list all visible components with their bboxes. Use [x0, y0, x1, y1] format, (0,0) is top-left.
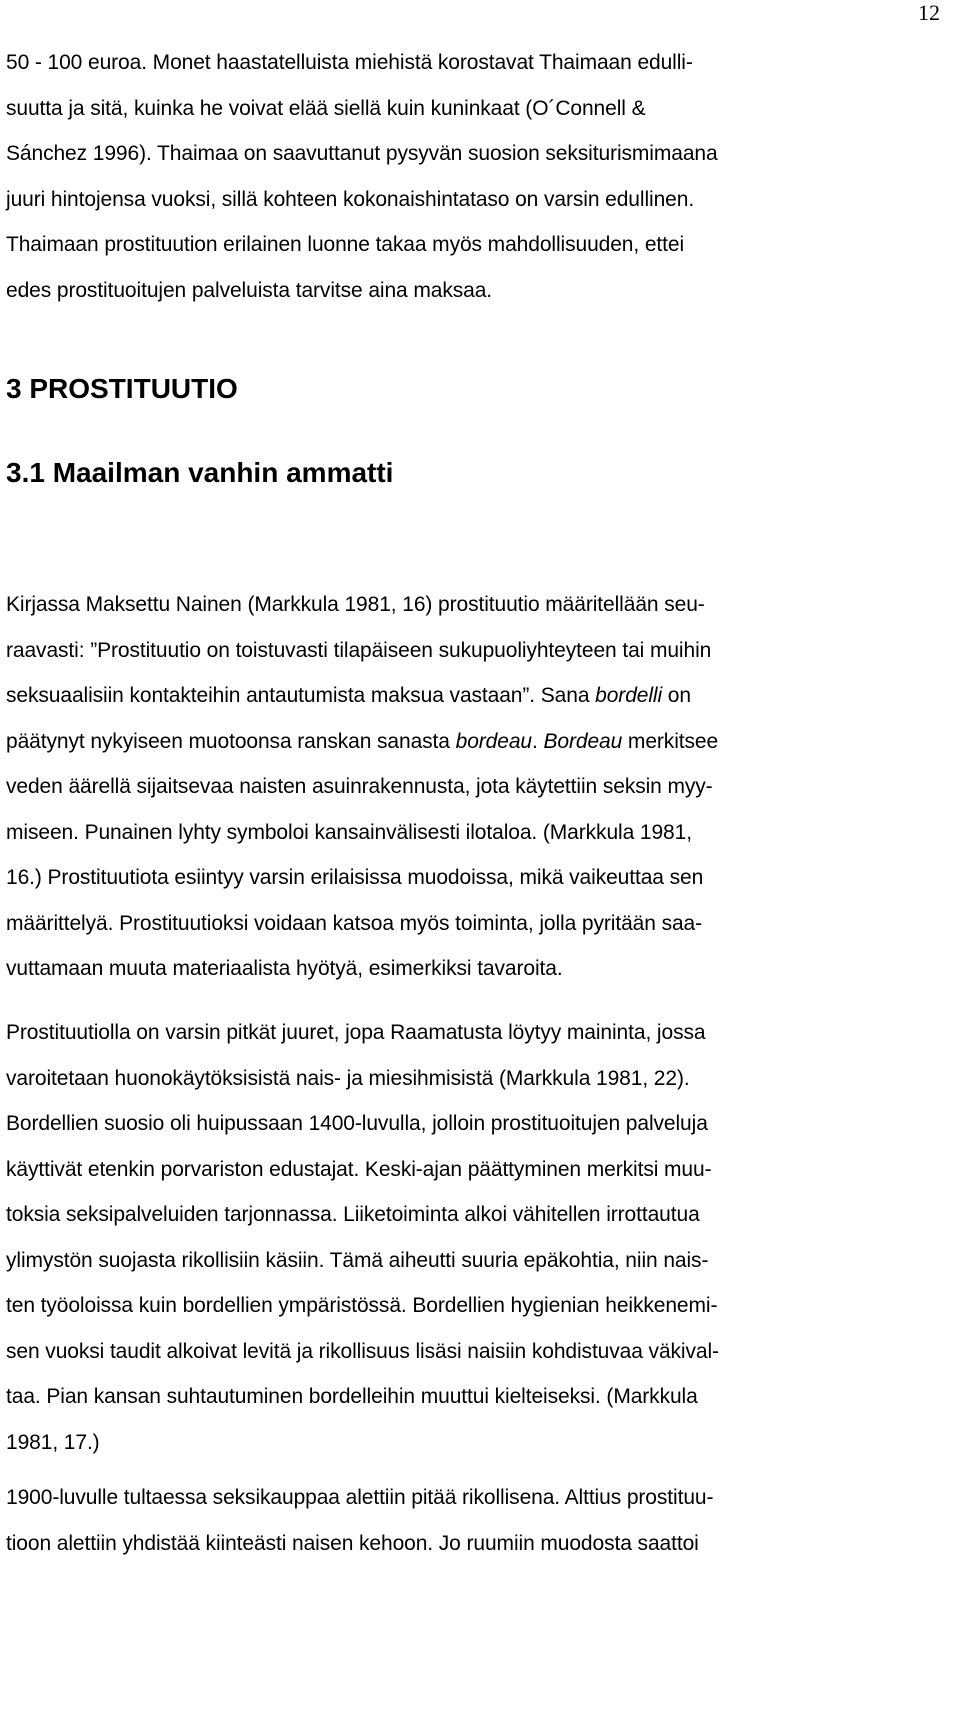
text-line: ylimystön suojasta rikollisiin käsiin. Tämä aiheutti suuria epäkohtia, niin nais- [6, 1248, 709, 1272]
paragraph-1900s [6, 1475, 713, 1566]
text-line: Sánchez 1996). Thaimaa on saavuttanut pysyvän suosion seksiturismimaana [6, 142, 718, 165]
text-line: tioon alettiin yhdistää kiinteästi naisen kehoon. Jo ruumiin muodosta saattoi [6, 1531, 699, 1555]
text-line: määrittelyä. Prostituutioksi voidaan katsoa myös toiminta, jolla pyritään saa- [6, 911, 703, 935]
text-line: ten työoloissa kuin bordellien ympäristössä. Bordellien hygienian heikkenemi- [6, 1294, 718, 1317]
text-run: merkitsee [622, 729, 719, 753]
text-line: suutta ja sitä, kuinka he voivat elää siellä kuin kuninkaat (O´Connell & [6, 96, 646, 120]
italic-term: bordeau [455, 729, 532, 753]
text-run: on [662, 684, 691, 707]
text-line [6, 673, 718, 719]
text-line: veden äärellä sijaitsevaa naisten asuinrakennusta, jota käytettiin seksin myy- [6, 775, 713, 798]
paragraph-history [6, 1010, 719, 1465]
text-line: toksia seksipalveluiden tarjonnassa. Liiketoiminta alkoi vähitellen irrottautua [6, 1203, 700, 1226]
text-line: Kirjassa Maksettu Nainen (Markkula 1981, 16) prostituutio määritellään seu- [6, 593, 705, 616]
italic-term: Bordeau [543, 729, 623, 753]
page-number: 12 [918, 0, 940, 25]
paragraph-intro [6, 40, 718, 313]
text-line: sen vuoksi taudit alkoivat levitä ja rikollisuus lisäsi naisiin kohdistuvaa väkival- [6, 1339, 719, 1363]
text-run: . [531, 729, 538, 753]
text-line [6, 719, 718, 765]
text-line: raavasti: ”Prostituutio on toistuvasti tilapäiseen sukupuoliyhteyteen tai muihin [6, 638, 712, 662]
section-heading: 3.1 Maailman vanhin ammatti [6, 457, 394, 488]
text-line: 1981, 17.) [6, 1430, 100, 1454]
chapter-heading: 3 PROSTITUUTIO [6, 373, 238, 404]
text-line: edes prostituoitujen palveluista tarvitse aina maksaa. [6, 278, 493, 302]
text-line: 1900-luvulle tultaessa seksikauppaa alettiin pitää rikollisena. Alttius prostituu- [6, 1486, 714, 1509]
text-run: päätynyt nykyiseen muotoonsa ranskan sanasta [6, 729, 456, 753]
text-line: vuttamaan muuta materiaalista hyötyä, esimerkiksi tavaroita. [6, 957, 563, 980]
text-line: miseen. Punainen lyhty symboloi kansainvälisesti ilotaloa. (Markkula 1981, [6, 820, 692, 844]
text-line: taa. Pian kansan suhtautuminen bordelleihin muuttui kielteiseksi. (Markkula [6, 1385, 698, 1408]
text-line: varoitetaan huonokäytöksisistä nais- ja miesihmisistä (Markkula 1981, 22). [6, 1066, 690, 1090]
text-line: Prostituutiolla on varsin pitkät juuret, jopa Raamatusta löytyy maininta, jossa [6, 1021, 706, 1044]
text-line: Bordellien suosio oli huipussaan 1400-luvulla, jolloin prostituoitujen palveluja [6, 1112, 708, 1135]
text-line: Thaimaan prostituution erilainen luonne takaa myös mahdollisuuden, ettei [6, 233, 685, 256]
italic-term: bordelli [595, 684, 663, 707]
text-line: 50 - 100 euroa. Monet haastatelluista miehistä korostavat Thaimaan edulli- [6, 51, 693, 74]
text-line: 16.) Prostituutiota esiintyy varsin erilaisissa muodoissa, mikä vaikeuttaa sen [6, 866, 704, 889]
text-line: juuri hintojensa vuoksi, sillä kohteen kokonaishintataso on varsin edullinen. [6, 187, 695, 211]
text-run: seksuaalisiin kontakteihin antautumista maksua vastaan”. Sana [6, 684, 596, 707]
paragraph-definition [6, 582, 718, 992]
text-line: käyttivät etenkin porvariston edustajat. Keski-ajan päättyminen merkitsi muu- [6, 1157, 712, 1181]
